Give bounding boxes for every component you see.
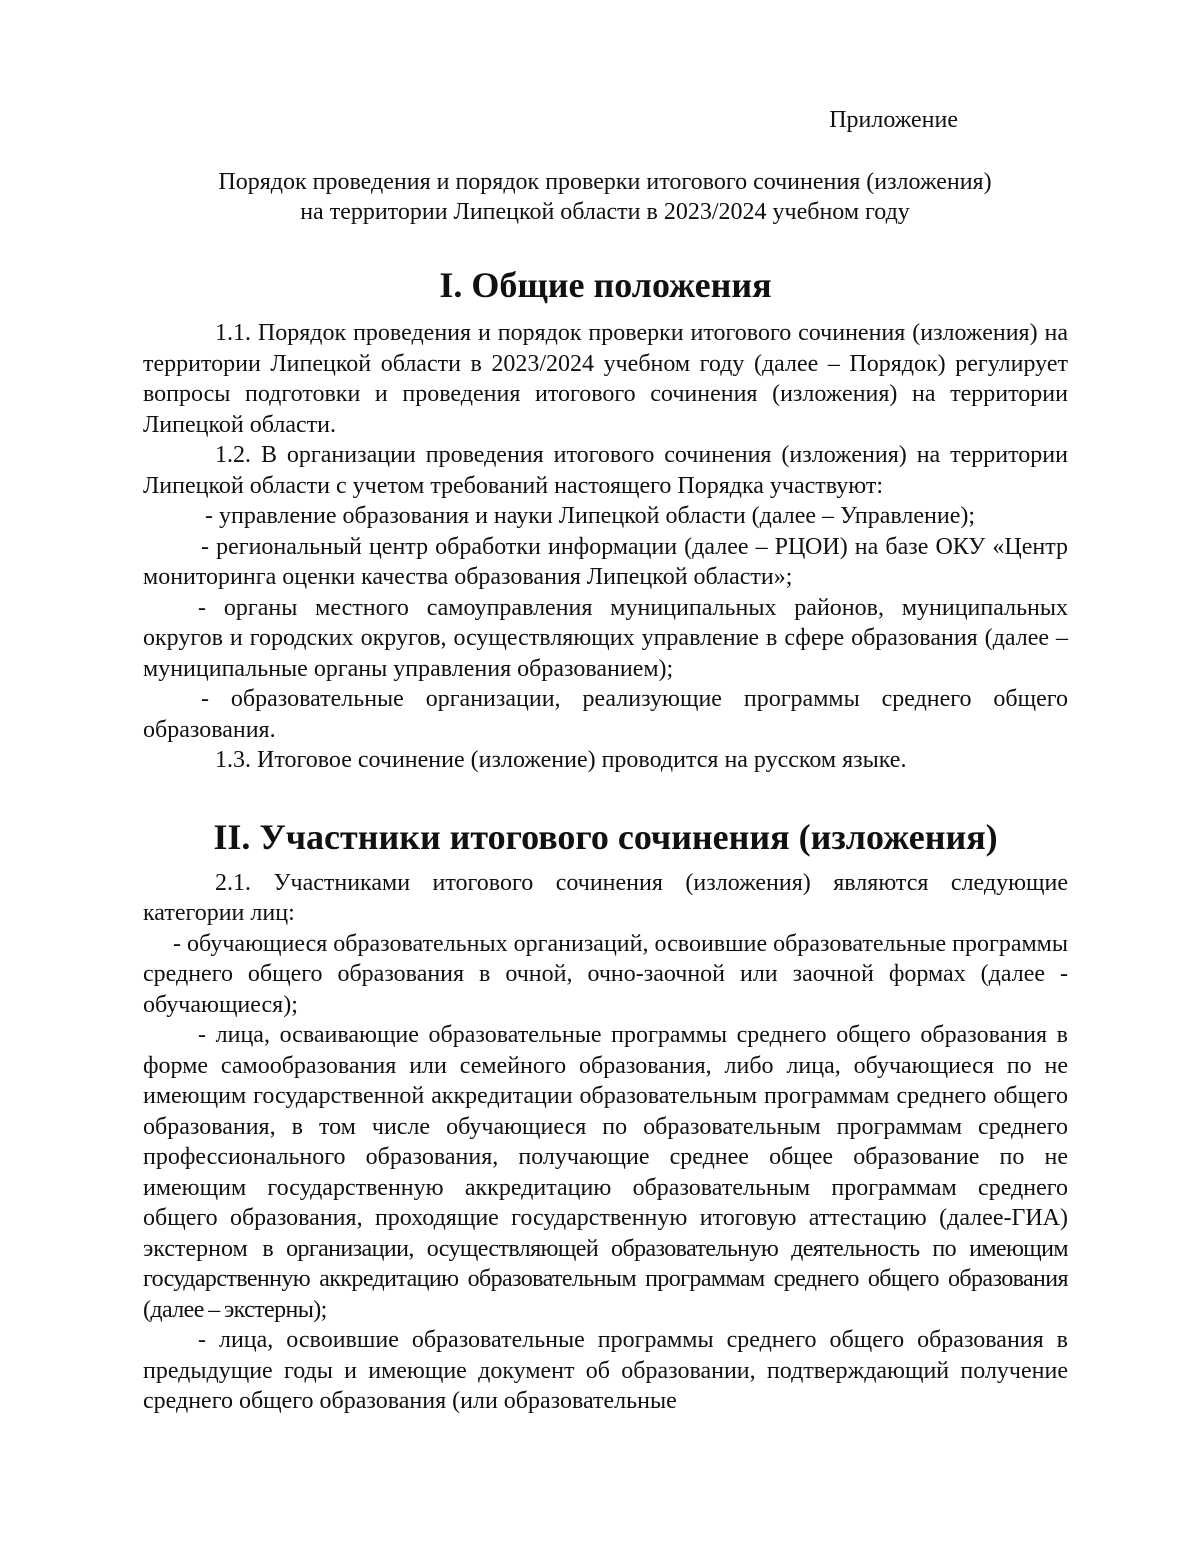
document-title	[140, 167, 1070, 227]
paragraph-1-3: 1.3. Итоговое сочинение (изложение) проводится на русском языке.	[215, 747, 907, 773]
paragraph-2-1: 2.1. Участниками итогового сочинения (изложения) являются следующие категории лиц:	[143, 869, 1068, 926]
paragraph-1-2: 1.2. В организации проведения итогового сочинения (изложения) на территории Липецкой области с учетом требований настоящего Порядка участвуют:	[143, 442, 1068, 499]
annex-label: Приложение	[829, 107, 958, 133]
list-item-external-students	[143, 1020, 1068, 1325]
list-item-educational-orgs: - образовательные организации, реализующие программы среднего общего образования.	[143, 686, 1068, 743]
title-line-2: на территории Липецкой области в 2023/2024 учебном году	[300, 199, 910, 225]
list-item-rcoi: - региональный центр обработки информации (далее – РЦОИ) на базе ОКУ «Центр мониторинга оценки качества образования Липецкой области»;	[143, 533, 1068, 590]
section-1-heading: I. Общие положения	[439, 265, 772, 305]
external-students-text: - лица, осваивающие образовательные программы среднего общего образования в форме самообразования или семейного образования, либо лица, обучающиеся по не имеющим государственной аккредитации образовательным программам среднего общего образования, в том числе обучающиеся по образовательным программам среднего профессионального образования, получающие среднее общее образование по не имеющим государственную аккредитацию образовательным программам среднего общего образования, проходящие государственную итоговую аттестацию (далее-ГИА) экстерном	[143, 1022, 1068, 1262]
document-body	[143, 265, 1069, 1417]
paragraph-1-1: 1.1. Порядок проведения и порядок проверки итогового сочинения (изложения) на территории Липецкой области в 2023/2024 учебном году (далее – Порядок) регулирует вопросы подготовки и проведения итогового сочинения (изложения) на территории Липецкой области.	[143, 320, 1068, 438]
external-students-text-cont: в организации, осуществляющей образовательную деятельность по имеющим государственную аккредитацию образовательным программам среднего общего образования (далее – экстерны);	[143, 1235, 1069, 1323]
title-line-1: Порядок проведения и порядок проверки итогового сочинения (изложения)	[218, 169, 992, 195]
list-item-municipal-bodies: - органы местного самоуправления муниципальных районов, муниципальных округов и городских округов, осуществляющих управление в сфере образования (далее – муниципальные органы управления образованием);	[143, 594, 1068, 682]
section-2-heading: II. Участники итогового сочинения (изложения)	[213, 816, 998, 857]
list-item-graduates: - лица, освоившие образовательные программы среднего общего образования в предыдущие годы и имеющие документ об образовании, подтверждающий получение среднего общего образования (или образовательные	[143, 1327, 1068, 1414]
list-item-management: - управление образования и науки Липецкой области (далее – Управление);	[205, 503, 976, 529]
list-item-students: - обучающиеся образовательных организаций, освоившие образовательные программы среднего общего образования в очной, очно-заочной или заочной формах (далее - обучающиеся);	[143, 930, 1068, 1018]
